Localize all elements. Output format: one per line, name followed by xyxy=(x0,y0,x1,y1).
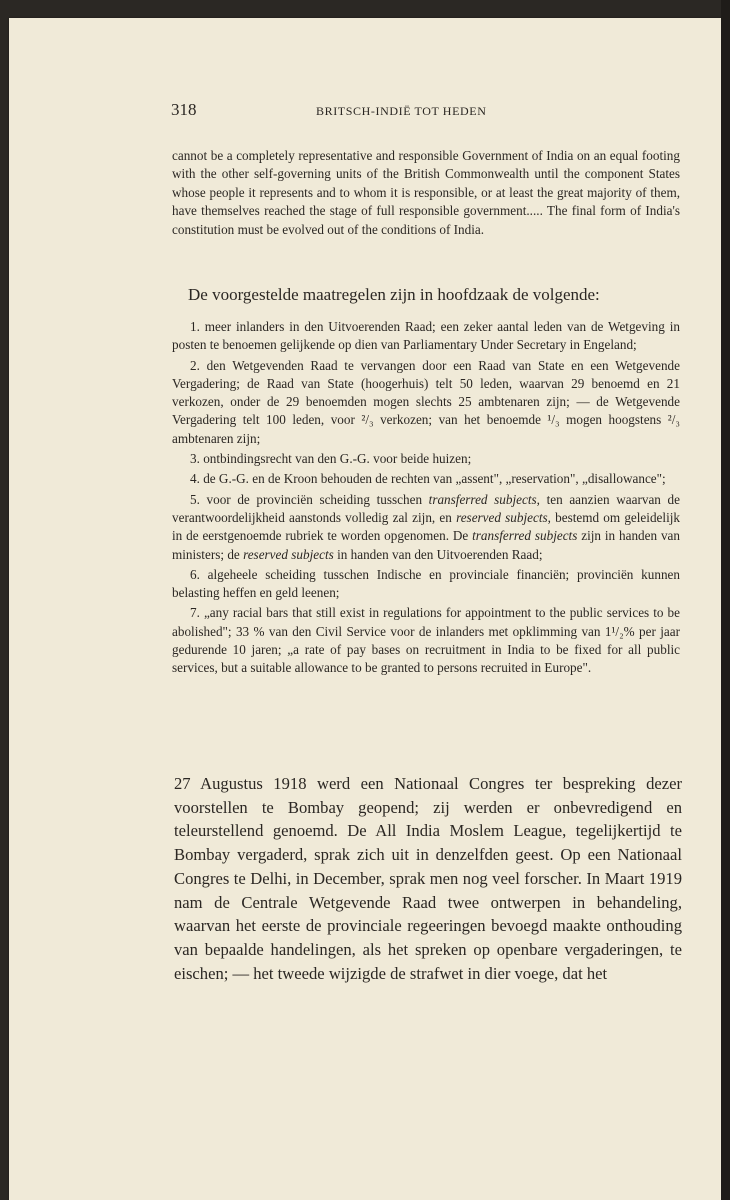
list-item-5 xyxy=(172,491,680,564)
list-item-5-italic-4: reserved subjects xyxy=(243,546,334,562)
list-item-5-text-3: , bestemd om geleidelijk in de eerstgenoemde rubriek te worden opgenomen. De xyxy=(172,509,680,544)
list-item-5-text-1: 5. voor de provinciën scheiding tusschen xyxy=(190,491,429,507)
page-number: 318 xyxy=(171,100,197,119)
quote-paragraph: cannot be a completely representative and responsible Government of India on an equal footing with the other self-governing units of the British Commonwealth until the component States whose people it represents and to whom it is responsible, or at least the great majority of them, have themselves reached the stage of full responsible government..... The final form of India's constitution must be evolved out of the conditions of India. xyxy=(172,148,680,237)
list-item-5-italic-1: transferred subjects xyxy=(428,491,537,507)
list-item-5-text-2: , ten aanzien waarvan de verantwoordelijkheid aanstonds volledig zal zijn, en xyxy=(172,491,680,525)
list-item-2: 2. den Wetgevenden Raad te vervangen door een Raad van State en een Wetgevende Vergadering; de Raad van State (hoogerhuis) telt 50 leden, waarvan 29 benoemd en 21 verkozen, onder de 29 benoemden mogen slechts 25 ambtenaren zijn; — de Wetgevende Vergadering telt 100 leden, voor ²/₃ verkozen; van het benoemde ¹/₃ mogen hoogstens ²/₃ ambtenaren zijn; xyxy=(172,357,680,446)
list-item-1: 1. meer inlanders in den Uitvoerenden Raad; een zeker aantal leden van de Wetgeving in posten te benoemen gelijkende op dien van Parliamentary Under Secretary in Engeland; xyxy=(172,319,680,353)
list-item-5-text-4: zijn in handen van ministers; de xyxy=(172,528,681,562)
page-header xyxy=(171,100,681,124)
list-item-5-italic-2: reserved subjects xyxy=(456,509,548,525)
list-item-7: 7. „any racial bars that still exist in regulations for appointment to the public services to be abolished"; 33 % van den Civil Service voor de inlanders met opklimming van 1¹/₂% per jaar gedurende 10 jaren; „a rate of pay bases on recruitment in India to be fixed for all public services, but a suitable allowance to be granted to persons recruited in Europe". xyxy=(172,605,680,676)
list-item-3: 3. ontbindingsrecht van den G.-G. voor beide huizen; xyxy=(190,451,472,467)
list-item-5-text-5: in handen van den Uitvoerenden Raad; xyxy=(333,546,543,562)
section-heading: De voorgestelde maatregelen zijn in hoofdzaak de volgende: xyxy=(188,285,600,304)
list-item-5-italic-3: transferred subjects xyxy=(472,528,578,544)
list-item-4: 4. de G.-G. en de Kroon behouden de rechten van „assent", „reservation", „disallowance"; xyxy=(190,471,666,487)
list-item-6: 6. algeheele scheiding tusschen Indische en provinciale financiën; provinciën kunnen belasting heffen en geld leenen; xyxy=(172,566,680,601)
measures-list xyxy=(172,318,680,680)
page-edge xyxy=(721,0,730,1200)
running-head: BRITSCH-INDIË TOT HEDEN xyxy=(316,104,487,118)
body-paragraph: 27 Augustus 1918 werd een Nationaal Congres ter bespreking dezer voorstellen te Bombay geopend; zij werden er onbevredigend en teleurstellend genoemd. De All India Moslem League, tegelijkertijd te Bombay vergaderd, sprak zich uit in denzelfden geest. Op een Nationaal Congres te Delhi, in December, sprak men nog veel forscher. In Maart 1919 nam de Centrale Wetgevende Raad twee ontwerpen in behandeling, waarvan het eerste de provinciale regeeringen bevoegd maakte onthouding van bepaalde handelingen, als het spreken op openbare vergaderingen, te eischen; — het tweede wijzigde de strafwet in dier voege, dat het xyxy=(174,774,682,983)
